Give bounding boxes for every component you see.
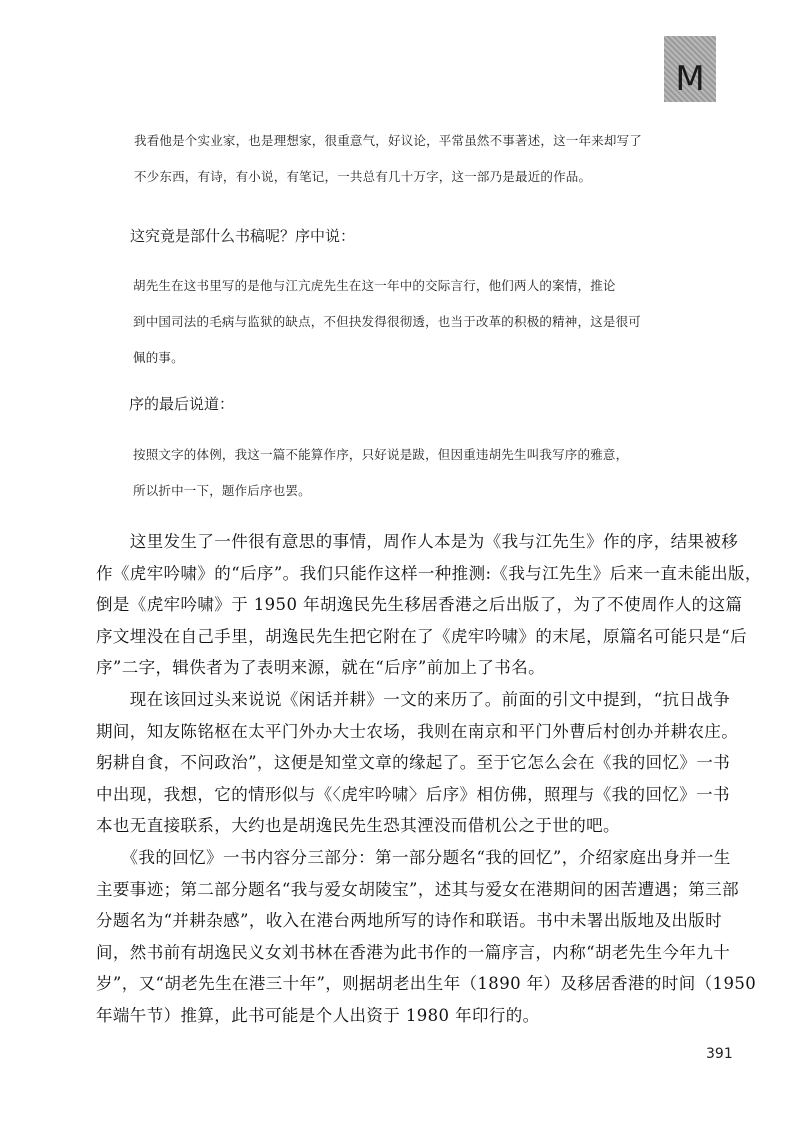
quote-line: 按照文字的体例，我这一篇不能算作序，只好说是跋，但因重违胡先生叫我写序的雅意， xyxy=(133,447,629,462)
paragraph-line: 现在该回过头来说说《闲话并耕》一文的来历了。前面的引文中提到，“抗日战争 xyxy=(96,690,731,709)
quote-block-3 xyxy=(133,437,628,509)
paragraph-line: 主要事迹；第二部分题名“我与爱女胡陵宝”，述其与爱女在港期间的困苦遭遇；第三部 xyxy=(96,879,739,899)
body-paragraph-2 xyxy=(96,684,738,842)
paragraph-line: 序文埋没在自己手里，胡逸民先生把它附在了《虎牢吟啸》的末尾，原篇名可能只是“后 xyxy=(96,626,748,646)
paragraph-line: 岁”，又“胡老先生在港三十年”，则据胡老出生年（1890 年）及移居香港的时间（1950 xyxy=(96,974,757,993)
page-number: 391 xyxy=(706,1046,733,1062)
quote-line: 所以折中一下，题作后序也罢。 xyxy=(133,483,311,498)
paragraph-line: 躬耕自食，不问政治”，这便是知堂文章的缘起了。至于它怎么会在《我的回忆》一书 xyxy=(96,753,731,772)
body-paragraph-3 xyxy=(96,842,756,1031)
section-letter: M xyxy=(675,59,705,99)
quote-line: 胡先生在这书里写的是他与江亢虎先生在这一年中的交际言行，他们两人的案情，推论 xyxy=(133,278,616,293)
paragraph-line: 中出现，我想，它的情形似与《〈虎牢吟啸〉后序》相仿佛，照理与《我的回忆》一书 xyxy=(96,784,730,804)
section-letter-tab xyxy=(664,36,716,102)
quote-line: 到中国司法的毛病与监狱的缺点，不但抉发得很彻透，也当于改革的积极的精神，这是很可 xyxy=(133,314,642,329)
lead-text-1: 这究竟是部什么书稿呢？序中说： xyxy=(130,227,356,245)
body-paragraph-1 xyxy=(96,526,762,684)
paragraph-line: 期间，知友陈铭枢在太平门外办大士农场，我则在南京和平门外曹后村创办并耕农庄。 xyxy=(96,721,739,741)
lead-text-2: 序的最后说道： xyxy=(129,395,235,413)
quote-block-2 xyxy=(133,268,641,376)
quote-line: 不少东西，有诗，有小说，有笔记，一共总有几十万字，这一部乃是最近的作品。 xyxy=(134,169,592,184)
paragraph-line: 这里发生了一件很有意思的事情，周作人本是为《我与江先生》作的序，结果被移 xyxy=(96,532,739,551)
paragraph-line: 本也无直接联系，大约也是胡逸民先生恐其湮没而借机公之于世的吧。 xyxy=(96,816,620,835)
paragraph-line: 序”二字，辑佚者为了表明来源，就在“后序”前加上了书名。 xyxy=(96,658,546,677)
quote-line: 我看他是个实业家，也是理想家，很重意气，好议论，平常虽然不事著述，这一年来却写了 xyxy=(134,133,643,148)
paragraph-line: 间，然书前有胡逸民义女刘书林在香港为此书作的一篇序言，内称“胡老先生今年九十 xyxy=(96,942,731,962)
paragraph-line: 《我的回忆》一书内容分三部分：第一部分题名“我的回忆”，介绍家庭出身并一生 xyxy=(96,848,731,867)
paragraph-line: 作《虎牢吟啸》的“后序”。我们只能作这样一种推测:《我与江先生》后来一直未能出版， xyxy=(96,563,762,583)
quote-block-1 xyxy=(134,123,642,195)
quote-line: 佩的事。 xyxy=(133,350,184,365)
paragraph-line: 分题名为“并耕杂感”，收入在港台两地所写的诗作和联语。书中未署出版地及出版时 xyxy=(96,911,723,930)
paragraph-line: 年端午节）推算，此书可能是个人出资于 1980 年印行的。 xyxy=(96,1005,540,1025)
paragraph-line: 倒是《虎牢吟啸》于 1950 年胡逸民先生移居香港之后出版了，为了不使周作人的这篇 xyxy=(96,595,743,614)
